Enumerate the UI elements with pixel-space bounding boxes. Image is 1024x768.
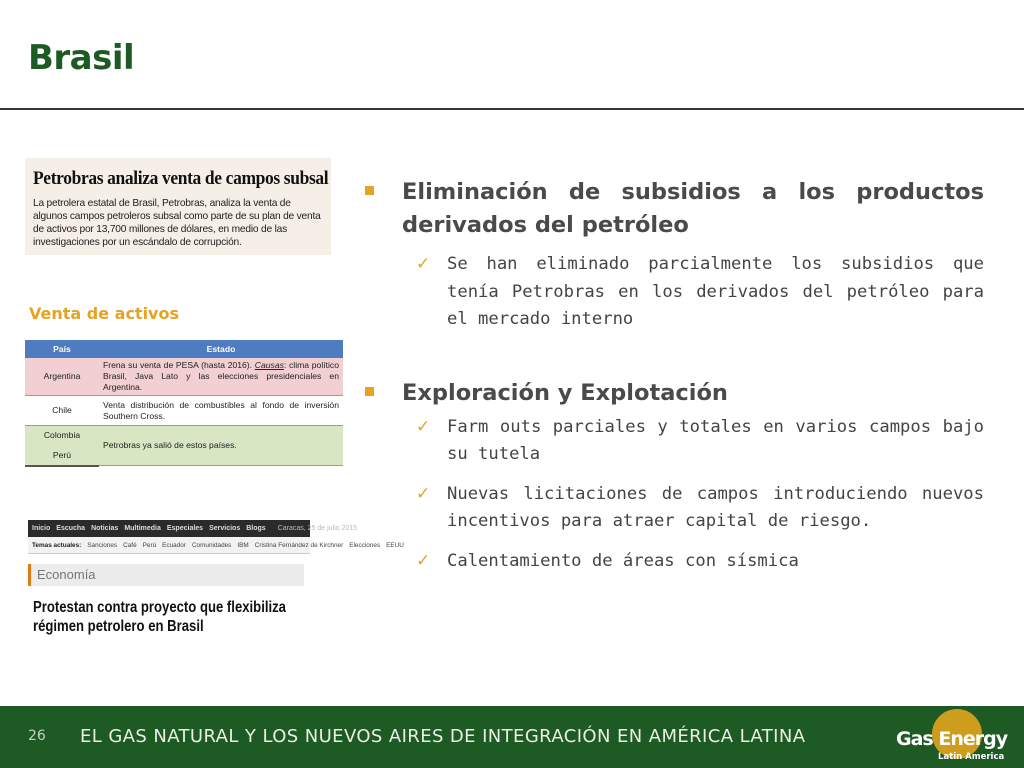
checkmark-icon: ✓	[416, 254, 431, 274]
topic-item: Cristina Fernández de Kirchner	[254, 541, 344, 549]
cell-estado	[99, 358, 343, 396]
news-clip-headline: Protestan contra proyecto que flexibiliza régimen petrolero en Brasil	[33, 599, 286, 635]
square-bullet-icon	[365, 186, 374, 195]
nav-item: Multimedia	[124, 525, 161, 532]
checkmark-icon: ✓	[416, 550, 431, 571]
topic-item: Sanciones	[87, 541, 118, 549]
checkmark-icon: ✓	[416, 416, 431, 437]
table-header-row	[25, 340, 343, 358]
nav-item: Escucha	[56, 525, 86, 532]
asset-sales-label: Venta de activos	[29, 304, 179, 323]
topic-item: Ecuador	[162, 541, 186, 549]
topic-item: Café	[123, 541, 137, 549]
nav-item: Especiales	[166, 525, 204, 532]
estado-text: : clima político Brasil, Java Lato y las elecciones presidenciales en Argentina.	[103, 360, 339, 392]
news-topics-bar	[28, 537, 404, 554]
nav-item: Servicios	[209, 525, 241, 532]
cell-pais: Argentina	[25, 358, 99, 396]
sub-bullet	[362, 481, 984, 536]
gas-energy-logo	[890, 706, 1020, 768]
bullet-subsidios	[362, 176, 984, 242]
table-row	[25, 426, 343, 446]
news-section-label: Economía	[28, 564, 304, 586]
cell-estado: Venta distribución de combustibles al fondo de inversión Southern Cross.	[99, 396, 343, 426]
main-content	[362, 176, 984, 575]
news-site-nav	[28, 520, 358, 537]
nav-item: Inicio	[32, 525, 51, 532]
footer-bar	[0, 706, 1024, 768]
sub-bullet-text: Farm outs parciales y totales en varios campos bajo su tutela	[447, 416, 984, 464]
square-bullet-icon	[365, 387, 374, 396]
logo-subtitle: Latin America	[938, 752, 1005, 762]
topic-item: EEUU	[386, 541, 404, 549]
cell-estado: Petrobras ya salió de estos países.	[99, 426, 343, 466]
topic-item: Perú	[142, 541, 157, 549]
logo-name: Gas Energy	[896, 728, 1008, 750]
asset-sales-table	[25, 340, 343, 467]
sub-bullet	[362, 251, 984, 334]
bullet-text: Eliminación de subsidios a los productos derivados del petróleo	[402, 179, 984, 238]
sub-bullet	[362, 548, 984, 576]
cell-pais: Perú	[25, 446, 99, 466]
news-clip-body: La petrolera estatal de Brasil, Petrobras, analiza la venta de algunos campos petroleros subsal como parte de su plan de venta de activos por 13,700 millones de dólares, en medio de las investigaciones por un escándalo de corrupción.	[33, 198, 321, 248]
topic-item: Elecciones	[349, 541, 381, 549]
column-header-pais: País	[25, 340, 99, 358]
sub-bullet-text: Se han eliminado parcialmente los subsidios que tenía Petrobras en los derivados del petróleo para el mercado interno	[447, 254, 984, 329]
news-clip-headline: Petrobras analiza venta de campos subsal	[33, 168, 329, 189]
column-header-estado: Estado	[99, 340, 343, 358]
topic-item: Comunidades	[191, 541, 232, 549]
nav-item: Blogs	[246, 525, 266, 532]
cell-pais: Colombia	[25, 426, 99, 446]
nav-item: Noticias	[91, 525, 119, 532]
bullet-text: Exploración y Explotación	[402, 379, 728, 406]
table-row	[25, 396, 343, 426]
news-clip-petrobras	[25, 158, 331, 255]
topics-label: Temas actuales:	[32, 541, 82, 549]
title-divider	[0, 108, 1024, 110]
estado-text: Frena su venta de PESA (hasta 2016).	[103, 360, 255, 370]
estado-causas: Causas	[254, 360, 284, 370]
footer-title: EL GAS NATURAL Y LOS NUEVOS AIRES DE INTEGRACIÓN EN AMÉRICA LATINA	[80, 726, 806, 747]
table-row	[25, 358, 343, 396]
slide-title: Brasil	[28, 38, 135, 78]
news-clip-protest	[28, 520, 404, 644]
bullet-exploracion	[362, 377, 984, 410]
checkmark-icon: ✓	[416, 483, 431, 504]
news-date: Caracas, 25 de julio 2015	[277, 525, 358, 532]
page-number: 26	[28, 728, 46, 744]
cell-pais: Chile	[25, 396, 99, 426]
sub-bullet-text: Nuevas licitaciones de campos introduciendo nuevos incentivos para atraer capital de riesgo.	[447, 483, 984, 531]
sub-bullet-text: Calentamiento de áreas con sísmica	[447, 550, 799, 571]
sub-bullet	[362, 414, 984, 469]
topic-item: IBM	[237, 541, 249, 549]
